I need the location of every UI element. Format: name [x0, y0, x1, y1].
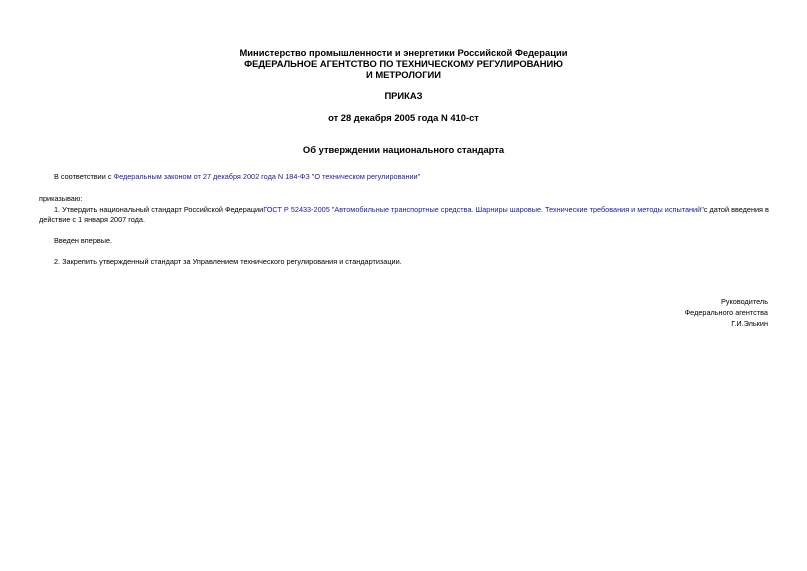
item1-suffix: с датой введения в — [703, 205, 769, 214]
paragraph-first-introduced: Введен впервые. — [54, 236, 113, 245]
agency-title-line1: ФЕДЕРАЛЬНОЕ АГЕНТСТВО ПО ТЕХНИЧЕСКОМУ РЕГУЛИРОВАНИЮ — [244, 58, 563, 69]
signature-name: Г.И.Элькин — [731, 319, 768, 328]
paragraph-item1-line2: действие с 1 января 2007 года. — [39, 215, 145, 224]
federal-law-link[interactable]: Федеральным законом от 27 декабря 2002 года N 184-ФЗ "О техническом регулировании" — [113, 172, 421, 181]
signature-title: Руководитель — [720, 297, 768, 306]
document-subject: Об утверждении национального стандарта — [302, 144, 505, 155]
paragraph-basis — [54, 172, 420, 182]
paragraph-order: приказываю: — [39, 194, 83, 203]
ministry-title: Министерство промышленности и энергетики Российской Федерации — [239, 47, 568, 58]
document-date-number: от 28 декабря 2005 года N 410-ст — [328, 112, 479, 123]
document-type: ПРИКАЗ — [384, 90, 423, 101]
paragraph-item2: 2. Закрепить утвержденный стандарт за Управлением технического регулирования и стандартизации. — [54, 257, 402, 266]
item1-prefix: 1. Утвердить национальный стандарт Российской Федерации — [54, 205, 264, 214]
paragraph-item1-line1 — [54, 205, 769, 215]
signature-org: Федерального агентства — [684, 308, 768, 317]
gost-standard-link[interactable]: ГОСТ Р 52433-2005 "Автомобильные транспортные средства. Шарниры шаровые. Технические требования и методы испытаний" — [263, 205, 704, 214]
paragraph-basis-prefix: В соответствии с — [54, 172, 114, 181]
agency-title-line2: И МЕТРОЛОГИИ — [366, 69, 441, 80]
